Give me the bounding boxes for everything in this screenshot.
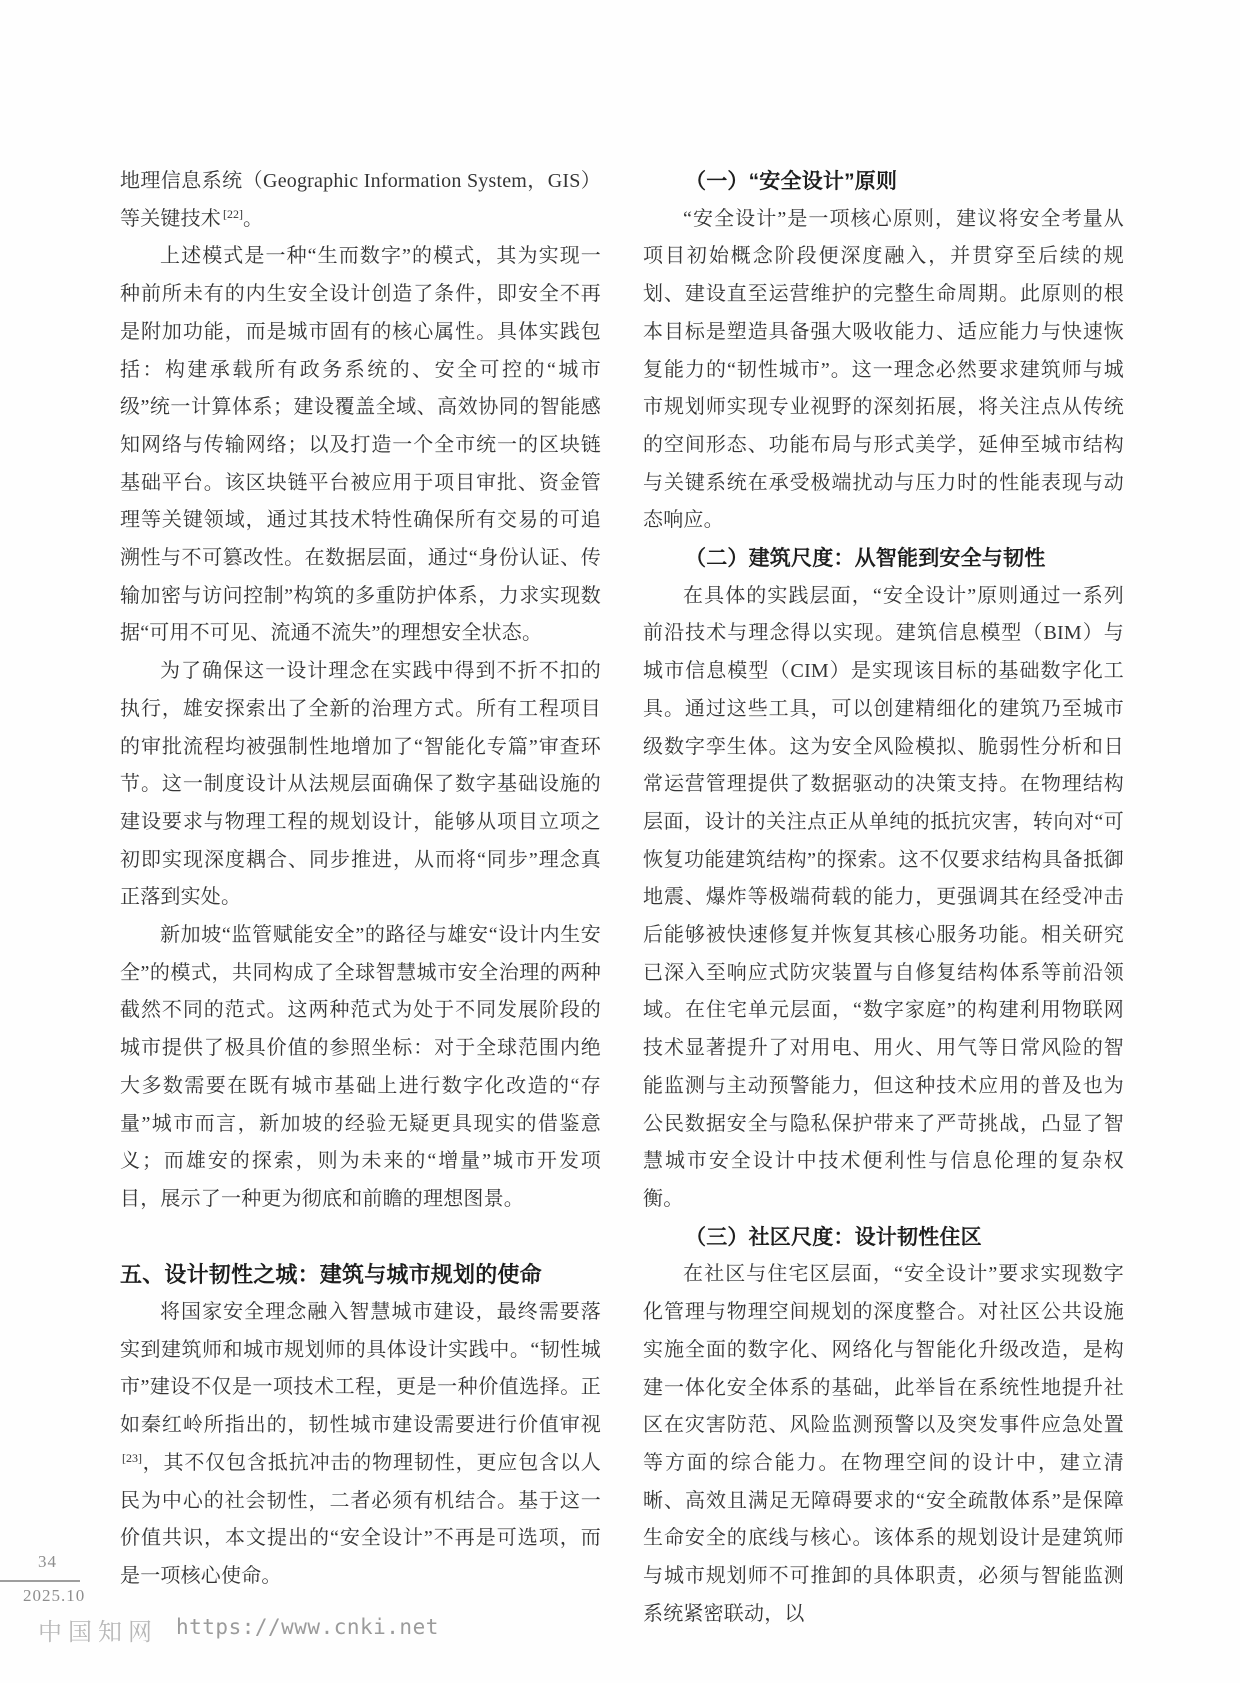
body-paragraph: 在社区与住宅区层面，“安全设计”要求实现数字化管理与物理空间规划的深度整合。对社区公共设施实施全面的数字化、网络化与智能化升级改造，是构建一体化安全体系的基础，此举旨在系统性地提升社区在灾害防范、风险监测预警以及突发事件应急处置等方面的综合能力。在物理空间的设计中，建立清晰、高效且满足无障碍要求的“安全疏散体系”是保障生命安全的底线与核心。该体系的规划设计是建筑师与城市规划师不可推卸的具体职责，必须与智能监测系统紧密联动，以 bbox=[643, 1263, 1124, 1625]
continuation-paragraph bbox=[120, 163, 601, 238]
subsection-heading-3: （三）社区尺度：设计韧性住区 bbox=[685, 1225, 982, 1249]
body-paragraph: “安全设计”是一项核心原则，建议将安全考量从项目初始概念阶段便深度融入，并贯穿至后续的规划、建设直至运营维护的完整生命周期。此原则的根本目标是塑造具备强大吸收能力、适应能力与快速恢复能力的“韧性城市”。这一理念必然要求建筑师与城市规划师实现专业视野的深刻拓展，将关注点从传统的空间形态、功能布局与形式美学，延伸至城市结构与关键系统在承受极端扰动与压力时的性能表现与动态响应。 bbox=[643, 207, 1124, 532]
page-number: 34 bbox=[38, 1552, 57, 1571]
body-paragraph: 上述模式是一种“生而数字”的模式，其为实现一种前所未有的内生安全设计创造了条件，即安全不再是附加功能，而是城市固有的核心属性。具体实践包括：构建承载所有政务系统的、安全可控的“城市级”统一计算体系；建设覆盖全域、高效协同的智能感知网络与传输网络；以及打造一个全市统一的区块链基础平台。该区块链平台被应用于项目审批、资金管理等关键领域，通过其技术特性确保所有交易的可追溯性与不可篡改性。在数据层面，通过“身份认证、传输加密与访问控制”构筑的多重防护体系，力求实现数据“可用不可见、流通不流失”的理想安全状态。 bbox=[120, 245, 601, 645]
left-column bbox=[120, 163, 601, 1596]
footer-divider bbox=[0, 1580, 80, 1582]
body-paragraph: 为了确保这一设计理念在实践中得到不折不扣的执行，雄安探索出了全新的治理方式。所有工程项目的审批流程均被强制性地增加了“智能化专篇”审查环节。这一制度设计从法规层面确保了数字基础设施的建设要求与物理工程的规划设计，能够从项目立项之初即实现深度耦合、同步推进，从而将“同步”理念真正落到实处。 bbox=[120, 660, 601, 909]
cnki-watermark-url: https://www.cnki.net bbox=[176, 1615, 439, 1639]
right-column bbox=[643, 163, 1124, 1633]
subsection-heading-2: （二）建筑尺度：从智能到安全与韧性 bbox=[685, 547, 1046, 571]
paragraph-text: 。 bbox=[243, 207, 264, 230]
paragraph-text: 将国家安全理念融入智慧城市建设，最终需要落实到建筑师和城市规划师的具体设计实践中。“韧性城市”建设不仅是一项技术工程，更是一种价值选择。正如秦红岭所指出的，韧性城市建设需要进行价值审视 bbox=[120, 1301, 601, 1437]
cnki-watermark-name: 中国知网 bbox=[38, 1620, 158, 1646]
body-paragraph: 新加坡“监管赋能安全”的路径与雄安“设计内生安全”的模式，共同构成了全球智慧城市安全治理的两种截然不同的范式。这两种范式为处于不同发展阶段的城市提供了极具价值的参照坐标：对于全球范围内绝大多数需要在既有城市基础上进行数字化改造的“存量”城市而言，新加坡的经验无疑更具现实的借鉴意义；而雄安的探索，则为未来的“增量”城市开发项目，展示了一种更为彻底和前瞻的理想图景。 bbox=[120, 924, 601, 1210]
reference-superscript-22: [22] bbox=[223, 206, 243, 221]
paragraph-text: ，其不仅包含抵抗冲击的物理韧性，更应包含以人民为中心的社会韧性，二者必须有机结合。基于这一价值共识，本文提出的“安全设计”不再是可选项，而是一项核心使命。 bbox=[120, 1451, 601, 1587]
section-heading-5: 五、设计韧性之城：建筑与城市规划的使命 bbox=[120, 1262, 542, 1288]
body-paragraph: 在具体的实践层面，“安全设计”原则通过一系列前沿技术与理念得以实现。建筑信息模型（BIM）与城市信息模型（CIM）是实现该目标的基础数字化工具。通过这些工具，可以创建精细化的建筑乃至城市级数字孪生体。这为安全风险模拟、脆弱性分析和日常运营管理提供了数据驱动的决策支持。在物理结构层面，设计的关注点正从单纯的抵抗灾害，转向对“可恢复功能建筑结构”的探索。这不仅要求结构具备抵御地震、爆炸等极端荷载的能力，更强调其在经受冲击后能够被快速修复并恢复其核心服务功能。相关研究已深入至响应式防灾装置与自修复结构体系等前沿领域。在住宅单元层面，“数字家庭”的构建利用物联网技术显著提升了对用电、用火、用气等日常风险的智能监测与主动预警能力，但这种技术应用的普及也为公民数据安全与隐私保护带来了严苛挑战，凸显了智慧城市安全设计中技术便利性与信息伦理的复杂权衡。 bbox=[643, 584, 1124, 1210]
reference-superscript-23: [23] bbox=[122, 1450, 142, 1465]
body-paragraph bbox=[120, 1294, 601, 1596]
paragraph-text: 地理信息系统（Geographic Information System，GIS）等关键技术 bbox=[120, 170, 601, 230]
issue-date: 2025.10 bbox=[23, 1586, 86, 1605]
subsection-heading-1: （一）“安全设计”原则 bbox=[685, 170, 898, 193]
